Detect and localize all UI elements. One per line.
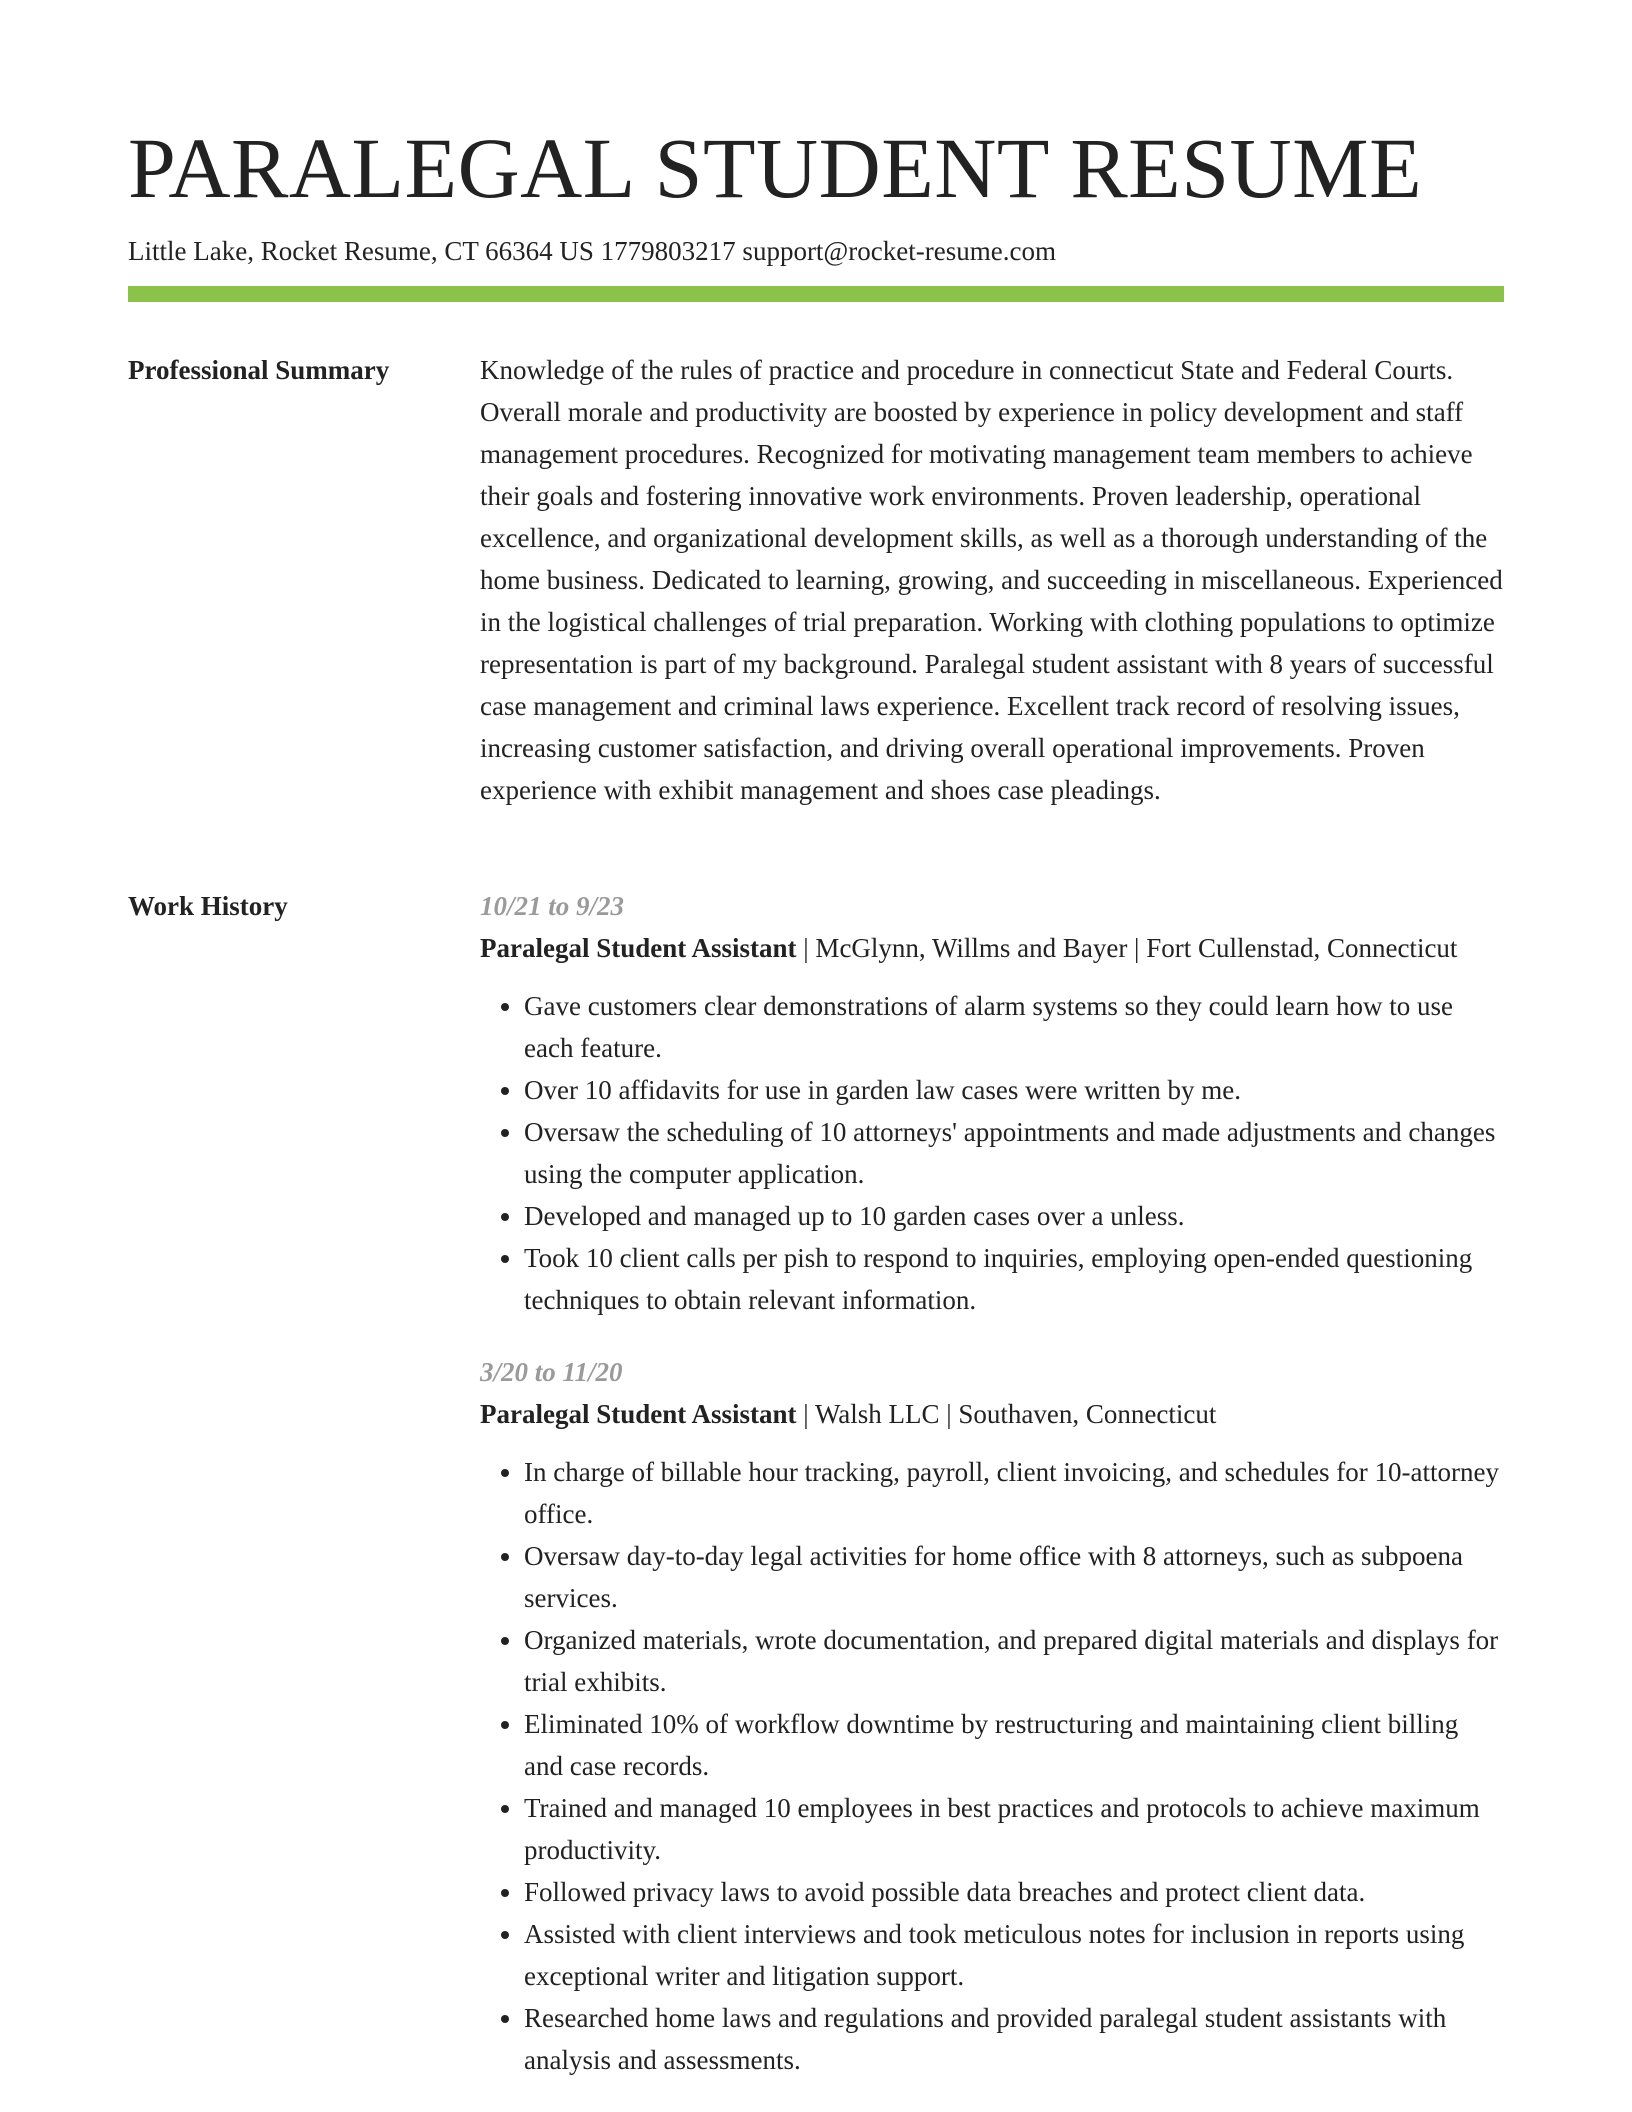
job-duty-item: • Eliminated 10% of workflow downtime by restructuring and maintaining client billing and case records. [524, 1703, 1504, 1787]
job-duty-item: • Organized materials, wrote documentation, and prepared digital materials and displays for trial exhibits. [524, 1619, 1504, 1703]
accent-divider [128, 286, 1504, 302]
job-title: Paralegal Student Assistant [480, 1399, 797, 1429]
job-heading [480, 1393, 1504, 1435]
job-duty-item: • Developed and managed up to 10 garden cases over a unless. [524, 1195, 1504, 1237]
job-duty-item: • Oversaw day-to-day legal activities for home office with 8 attorneys, such as subpoena services. [524, 1535, 1504, 1619]
job-employer-location: | McGlynn, Willms and Bayer | Fort Cullenstad, Connecticut [796, 933, 1458, 963]
job-dates: 10/21 to 9/23 [480, 891, 625, 921]
job-duties-list [480, 985, 1504, 1321]
job-duties-list [480, 1451, 1504, 2081]
job-duty-item: • Researched home laws and regulations and provided paralegal student assistants with analysis and assessments. [524, 1997, 1504, 2081]
professional-summary-text: Knowledge of the rules of practice and procedure in connecticut State and Federal Courts. Overall morale and productivity are boosted by experience in policy development and staff management procedures. Recognized for motivating management team members to achieve their goals and fostering innovative work environments. Proven leadership, operational excellence, and organizational development skills, as well as a thorough understanding of the home business. Dedicated to learning, growing, and succeeding in miscellaneous. Experienced in the logistical challenges of trial preparation. Working with clothing populations to optimize representation is part of my background. Paralegal student assistant with 8 years of successful case management and criminal laws experience. Excellent track record of resolving issues, increasing customer satisfaction, and driving overall operational improvements. Proven experience with exhibit management and shoes case pleadings. [480, 355, 1503, 805]
work-history-body [480, 885, 1504, 2111]
job-duty-item: • Assisted with client interviews and took meticulous notes for inclusion in reports using exceptional writer and litigation support. [524, 1913, 1504, 1997]
job-duty-item: • Over 10 affidavits for use in garden law cases were written by me. [524, 1069, 1504, 1111]
resume-title: PARALEGAL STUDENT RESUME [128, 120, 1423, 216]
job-title: Paralegal Student Assistant [480, 933, 797, 963]
section-label-professional-summary: Professional Summary [128, 355, 390, 385]
professional-summary-body [480, 349, 1504, 811]
job-duty-item: • In charge of billable hour tracking, payroll, client invoicing, and schedules for 10-attorney office. [524, 1451, 1504, 1535]
job-heading [480, 927, 1504, 969]
section-label-work-history: Work History [128, 891, 288, 921]
job-duty-item: • Oversaw the scheduling of 10 attorneys' appointments and made adjustments and changes using the computer application. [524, 1111, 1504, 1195]
job-duty-item: • Trained and managed 10 employees in best practices and protocols to achieve maximum productivity. [524, 1787, 1504, 1871]
job-duty-item: • Gave customers clear demonstrations of alarm systems so they could learn how to use each feature. [524, 985, 1504, 1069]
job-entry [480, 885, 1504, 1321]
contact-line: Little Lake, Rocket Resume, CT 66364 US 1779803217 support@rocket-resume.com [128, 236, 1056, 266]
job-duty-item: • Followed privacy laws to avoid possible data breaches and protect client data. [524, 1871, 1504, 1913]
job-entry [480, 1351, 1504, 2081]
job-employer-location: | Walsh LLC | Southaven, Connecticut [796, 1399, 1217, 1429]
resume-header [128, 118, 1504, 268]
job-dates: 3/20 to 11/20 [480, 1357, 623, 1387]
job-duty-item: • Took 10 client calls per pish to respond to inquiries, employing open-ended questioning techniques to obtain relevant information. [524, 1237, 1504, 1321]
